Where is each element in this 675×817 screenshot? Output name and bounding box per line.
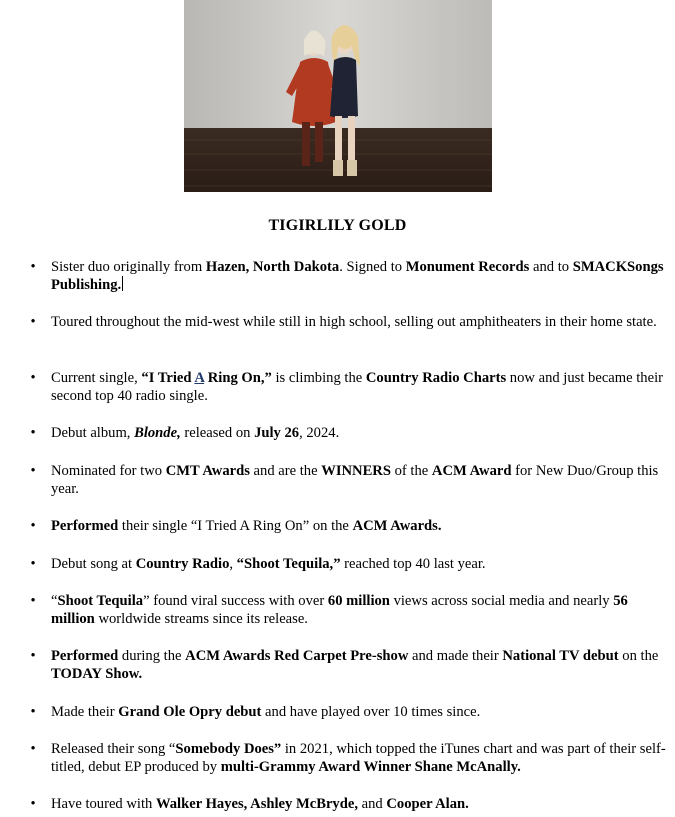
- text-run: Country Radio: [135, 556, 230, 572]
- text-run: Hazen, North Dakota: [205, 259, 340, 275]
- text-run: Made their: [51, 704, 119, 720]
- text-run: , 2024.: [299, 425, 340, 441]
- bullet-glyph: •: [30, 518, 36, 534]
- text-run: is climbing the: [271, 370, 366, 386]
- text-run: Released their song “: [51, 741, 176, 757]
- text-run: WINNERS: [321, 463, 391, 479]
- text-run: views across social media and nearly: [389, 593, 614, 609]
- text-run: Blonde,: [134, 425, 181, 441]
- text-run: Shoot Tequila: [57, 593, 144, 609]
- text-run: 56 million: [51, 593, 628, 627]
- text-run: National TV debut: [502, 648, 619, 664]
- duo-photo: [184, 0, 492, 192]
- text-run: Ring On,”: [204, 370, 272, 386]
- bullet-glyph: •: [30, 463, 36, 479]
- text-run: for New Duo/Group this year.: [51, 463, 659, 497]
- text-run: Walker Hayes, Ashley McBryde,: [155, 796, 358, 812]
- text-run: “Shoot Tequila,”: [236, 556, 341, 572]
- text-run: TODAY Show.: [51, 666, 143, 682]
- list-item-text: [51, 703, 671, 721]
- bullet-glyph: •: [30, 648, 36, 664]
- text-run: 60 million: [327, 593, 390, 609]
- bullet-glyph: •: [30, 556, 36, 572]
- text-run: ACM Award: [431, 463, 512, 479]
- text-run: Sister duo originally from: [51, 259, 206, 275]
- text-run: Cooper Alan.: [386, 796, 469, 812]
- list-item-text: [51, 424, 671, 442]
- text-run: SMACKSongs Publishing.: [51, 259, 664, 293]
- text-run: Current single,: [51, 370, 142, 386]
- list-item-text: [51, 740, 671, 776]
- text-run: and: [357, 796, 387, 812]
- text-run: Have toured with: [51, 796, 156, 812]
- text-run: ACM Awards.: [352, 518, 442, 534]
- text-run: Country Radio Charts: [365, 370, 507, 386]
- bullet-glyph: •: [30, 370, 36, 386]
- list-item-text: [51, 555, 671, 573]
- bullet-glyph: •: [30, 796, 36, 812]
- bullet-glyph: •: [30, 704, 36, 720]
- text-run: and are the: [249, 463, 322, 479]
- text-run: Monument Records: [405, 259, 530, 275]
- text-run: Debut album,: [51, 425, 135, 441]
- text-run: worldwide streams since its release.: [94, 611, 308, 627]
- text-run: ,: [229, 556, 237, 572]
- text-run: on the: [618, 648, 659, 664]
- text-run: CMT Awards: [165, 463, 250, 479]
- bullet-glyph: •: [30, 314, 36, 330]
- bullet-glyph: •: [30, 425, 36, 441]
- list-item-text: [51, 258, 671, 294]
- text-run: ” found viral success with over: [143, 593, 328, 609]
- text-run: released on: [180, 425, 255, 441]
- list-item-text: [51, 517, 671, 535]
- text-run: and have played over 10 times since.: [261, 704, 481, 720]
- list-item-text: [51, 647, 671, 683]
- text-run: Performed: [51, 518, 119, 534]
- bullet-glyph: •: [30, 593, 36, 609]
- text-run: . Signed to: [339, 259, 406, 275]
- text-run: “: [51, 593, 58, 609]
- list-item-text: [51, 592, 671, 628]
- text-run: Performed: [51, 648, 119, 664]
- text-run: Somebody Does”: [175, 741, 282, 757]
- text-run: and to: [529, 259, 573, 275]
- text-run: now and just became their second top 40 radio single.: [51, 370, 663, 404]
- text-run: and made their: [408, 648, 503, 664]
- text-run: ACM Awards Red Carpet Pre-show: [185, 648, 409, 664]
- list-item-text: [51, 462, 671, 498]
- text-run: of the: [390, 463, 432, 479]
- text-run: multi-Grammy Award Winner Shane McAnally.: [220, 759, 521, 775]
- page-title: TIGIRLILY GOLD: [268, 217, 407, 234]
- bullet-glyph: •: [30, 741, 36, 757]
- text-run: Debut song at: [51, 556, 136, 572]
- text-run: their single “I Tried A Ring On” on the: [118, 518, 353, 534]
- text-run: A: [194, 370, 205, 386]
- text-run: “I Tried: [141, 370, 195, 386]
- text-run: Grand Ole Opry debut: [118, 704, 262, 720]
- text-run: Toured throughout the mid-west while still in high school, selling out amphitheaters in their home state.: [51, 314, 657, 330]
- list-item-text: [51, 313, 671, 331]
- list-item-text: [51, 795, 671, 813]
- list-item-text: [51, 369, 671, 405]
- text-run: Nominated for two: [51, 463, 166, 479]
- text-run: in 2021, which topped the iTunes chart and was part of their self-titled, debut EP produced by: [51, 741, 666, 775]
- text-run: reached top 40 last year.: [340, 556, 486, 572]
- text-run: July 26: [254, 425, 300, 441]
- text-cursor: [122, 276, 123, 291]
- bullet-glyph: •: [30, 259, 36, 275]
- text-run: during the: [118, 648, 186, 664]
